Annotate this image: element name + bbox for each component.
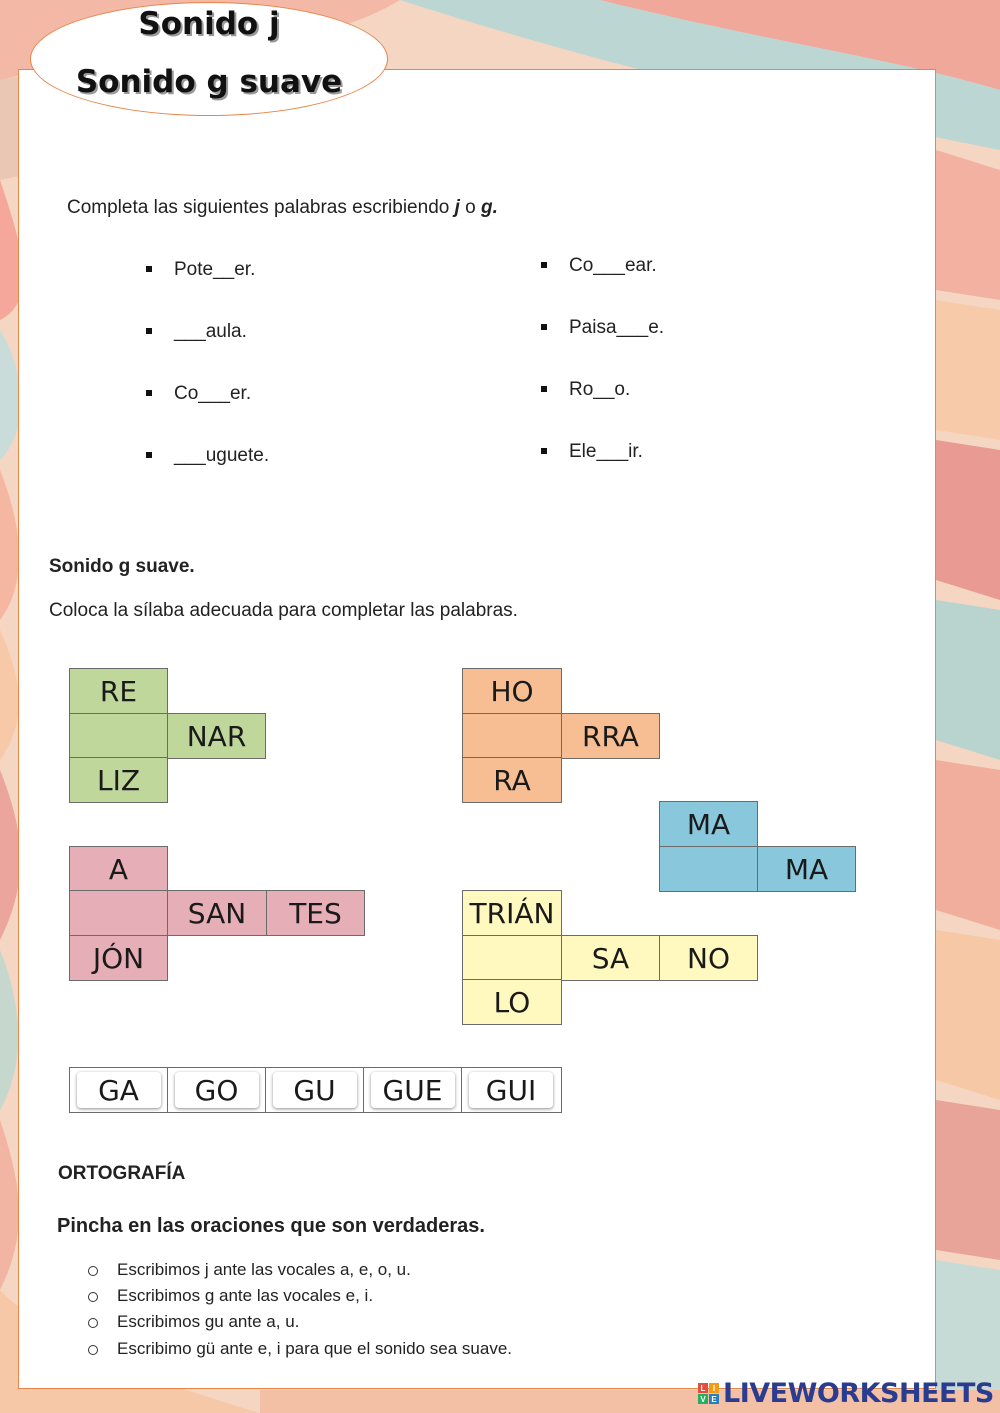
liveworksheets-logo — [698, 1378, 994, 1409]
option-text[interactable]: Escribimos j ante las vocales a, e, o, u. — [117, 1260, 411, 1279]
syllable-slot — [266, 1068, 364, 1112]
puzzle-cell: NO — [659, 935, 758, 981]
puzzle-cell: JÓN — [69, 935, 168, 981]
option-radio[interactable] — [88, 1266, 98, 1276]
syllable-chip[interactable]: GUE — [371, 1072, 455, 1108]
syllable-slot — [168, 1068, 266, 1112]
puzzle-cell: RA — [462, 757, 562, 803]
puzzle-cell: HO — [462, 668, 562, 714]
puzzle-drop-slot[interactable] — [69, 713, 168, 759]
puzzle-cell: NAR — [167, 713, 266, 759]
puzzle-cell: LIZ — [69, 757, 168, 803]
section2-heading: Sonido g suave. — [49, 556, 195, 577]
puzzle-cell: MA — [757, 846, 856, 892]
bullet-marker — [146, 452, 152, 458]
syllable-chip[interactable]: GO — [175, 1072, 259, 1108]
word-item[interactable]: Pote__er. — [174, 259, 256, 280]
syllable-chip[interactable]: GA — [77, 1072, 161, 1108]
word-item[interactable]: Ro__o. — [569, 379, 631, 400]
word-item[interactable]: ___aula. — [174, 321, 247, 342]
bullet-marker — [541, 324, 547, 330]
logo-text: LIVEWORKSHEETS — [723, 1378, 994, 1409]
puzzle-cell: TES — [266, 890, 365, 936]
word-item[interactable]: Co___er. — [174, 383, 252, 404]
puzzle-cell: SA — [561, 935, 660, 981]
syllable-slot — [70, 1068, 168, 1112]
word-item[interactable]: Paisa___e. — [569, 317, 665, 338]
puzzle-cell: TRIÁN — [462, 890, 562, 936]
title-line-1: Sonido j — [138, 6, 280, 42]
section2-instruction: Coloca la sílaba adecuada para completar las palabras. — [49, 600, 518, 621]
puzzle-drop-slot[interactable] — [659, 846, 758, 892]
puzzle-cell: RE — [69, 668, 168, 714]
bullet-marker — [541, 448, 547, 454]
puzzle-cell: MA — [659, 801, 758, 847]
option-radio[interactable] — [88, 1345, 98, 1355]
puzzle-cell: RRA — [561, 713, 660, 759]
bullet-marker — [541, 386, 547, 392]
puzzle-cell: A — [69, 846, 168, 892]
liveworksheets-logo-icon: L I V E — [698, 1383, 719, 1404]
section3-heading: ORTOGRAFÍA — [58, 1163, 186, 1184]
bullet-marker — [146, 266, 152, 272]
syllable-chip[interactable]: GU — [273, 1072, 357, 1108]
option-text[interactable]: Escribimos g ante las vocales e, i. — [117, 1286, 374, 1305]
option-radio[interactable] — [88, 1292, 98, 1302]
puzzle-drop-slot[interactable] — [462, 935, 562, 981]
syllable-chip[interactable]: GUI — [469, 1072, 553, 1108]
option-text[interactable]: Escribimo gü ante e, i para que el sonido sea suave. — [117, 1339, 513, 1358]
syllable-bank — [69, 1067, 562, 1113]
word-item[interactable]: ___uguete. — [174, 445, 270, 466]
bullet-marker — [541, 262, 547, 268]
syllable-slot — [364, 1068, 462, 1112]
title-line-2: Sonido g suave — [75, 64, 343, 100]
syllable-slot — [462, 1068, 560, 1112]
puzzle-drop-slot[interactable] — [69, 890, 168, 936]
puzzle-cell: SAN — [167, 890, 267, 936]
bullet-marker — [146, 390, 152, 396]
word-item[interactable]: Co___ear. — [569, 255, 657, 276]
section1-instruction: Completa las siguientes palabras escribiendo j o g. — [67, 197, 498, 218]
option-radio[interactable] — [88, 1318, 98, 1328]
puzzle-cell: LO — [462, 979, 562, 1025]
puzzle-drop-slot[interactable] — [462, 713, 562, 759]
option-text[interactable]: Escribimos gu ante a, u. — [117, 1312, 300, 1331]
word-item[interactable]: Ele___ir. — [569, 441, 643, 462]
section3-instruction: Pincha en las oraciones que son verdaderas. — [57, 1215, 485, 1237]
bullet-marker — [146, 328, 152, 334]
